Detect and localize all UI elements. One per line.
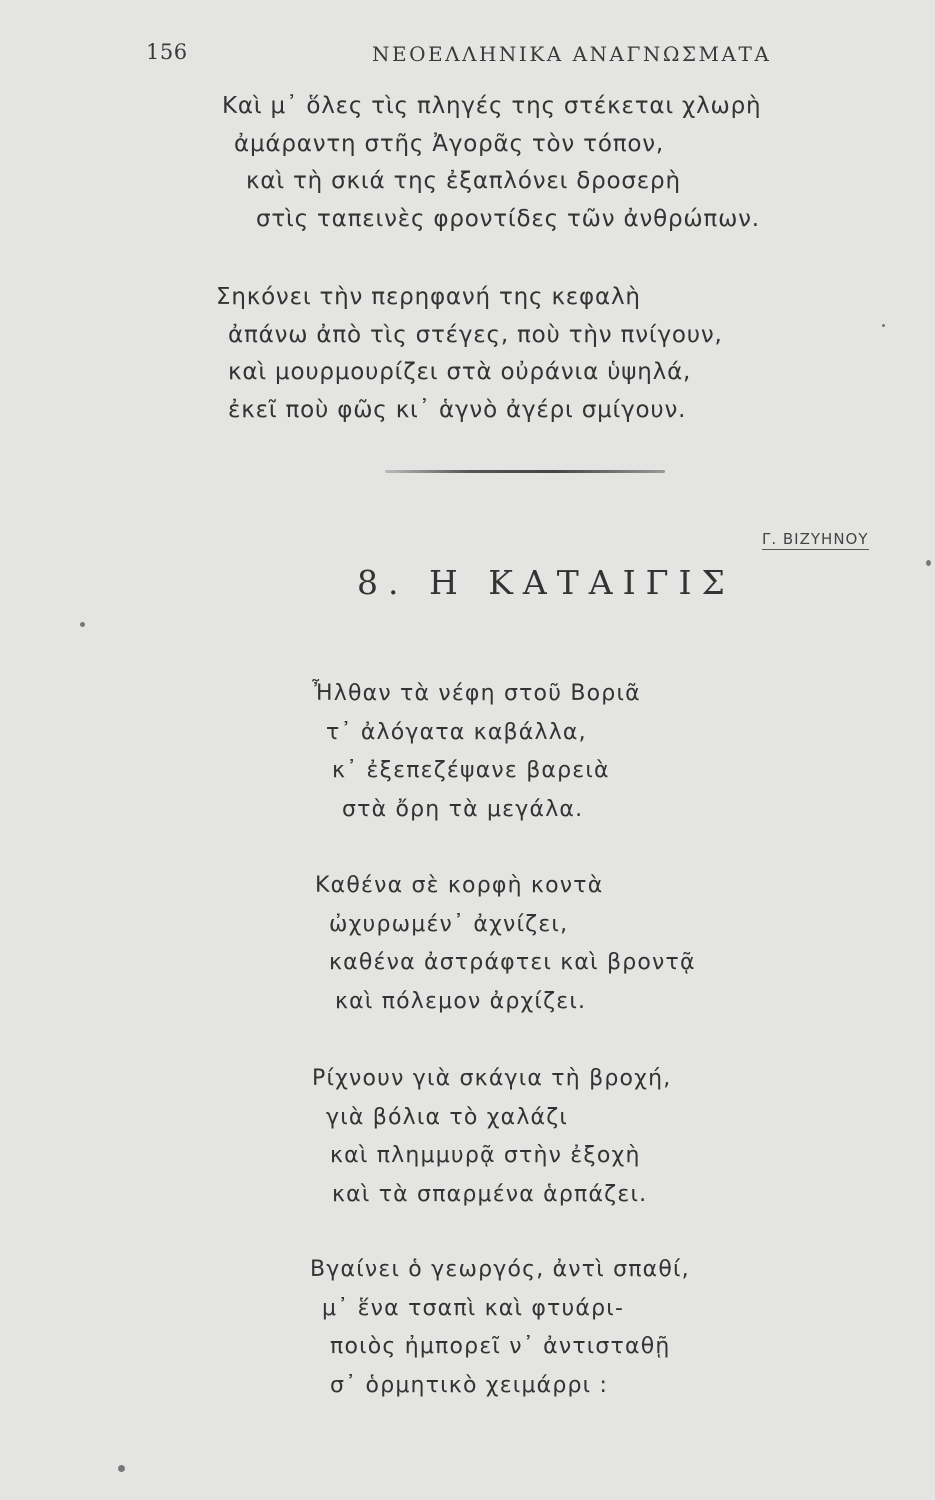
verse-line: Ρίχνουν γιὰ σκάγια τὴ βροχή, xyxy=(312,1066,672,1091)
verse-line: καθένα ἀστράφτει καὶ βροντᾷ xyxy=(329,950,696,975)
verse-line: Καὶ μ᾽ ὅλες τὶς πληγές της στέκεται χλωρὴ xyxy=(222,93,762,119)
verse-line: μ᾽ ἕνα τσαπὶ καὶ φτυάρι- xyxy=(322,1295,625,1321)
poem-stanza-3 xyxy=(312,1066,671,1220)
paper-speck xyxy=(926,560,931,566)
verse-line: τ᾽ ἀλόγατα καβάλλα, xyxy=(326,719,587,745)
poem-stanza-2 xyxy=(315,873,696,1027)
poem-stanza-1 xyxy=(312,681,641,835)
verse-line: ποιὸς ἠμπορεῖ ν᾽ ἀντισταθῇ xyxy=(330,1334,671,1359)
previous-poem-stanza-1 xyxy=(222,93,761,243)
verse-line: ἀπάνω ἀπὸ τὶς στέγες, ποὺ τὴν πνίγουν, xyxy=(228,321,723,348)
verse-line: σ᾽ ὁρμητικὸ χειμάρρι : xyxy=(330,1372,609,1398)
verse-line: Βγαίνει ὁ γεωργός, ἀντὶ σπαθί, xyxy=(310,1257,690,1282)
poem-title: 8. Η ΚΑΤΑΙΓΙΣ xyxy=(357,563,735,602)
paper-speck xyxy=(882,324,885,327)
previous-poem-stanza-2 xyxy=(216,284,723,434)
verse-line: στὶς ταπεινὲς φροντίδες τῶν ἀνθρώπων. xyxy=(256,205,760,232)
verse-line: Καθένα σὲ κορφὴ κοντὰ xyxy=(315,873,604,898)
verse-line: γιὰ βόλια τὸ χαλάζι xyxy=(326,1104,569,1130)
poem-stanza-4 xyxy=(310,1257,690,1411)
paper-speck xyxy=(80,622,85,627)
verse-line: κ᾽ ἐξεπεζέψανε βαρειὰ xyxy=(332,758,610,783)
verse-line: Σηκόνει τὴν περηφανή της κεφαλὴ xyxy=(216,284,641,310)
verse-line: καὶ πλημμυρᾷ στὴν ἐξοχὴ xyxy=(330,1143,641,1168)
verse-line: ἐκεῖ ποὺ φῶς κι᾽ ἁγνὸ ἀγέρι σμίγουν. xyxy=(228,396,687,423)
page-header xyxy=(0,40,935,70)
verse-line: καὶ πόλεμον ἀρχίζει. xyxy=(335,988,587,1014)
verse-line: στὰ ὄρη τὰ μεγάλα. xyxy=(342,796,584,822)
verse-line: καὶ τὴ σκιά της ἐξαπλόνει δροσερὴ xyxy=(246,168,681,194)
paper-speck xyxy=(118,1465,125,1472)
verse-line: ὠχυρωμέν᾽ ἀχνίζει, xyxy=(329,911,569,937)
section-divider xyxy=(385,470,665,473)
page-number: 156 xyxy=(146,40,188,64)
author-stamp: Γ. ΒΙΖΥΗΝΟΥ xyxy=(762,530,869,548)
verse-line: ἀμάραντη στῆς Ἀγορᾶς τὸν τόπον, xyxy=(234,130,664,157)
running-title: ΝΕΟΕΛΛΗΝΙΚΑ ΑΝΑΓΝΩΣΜΑΤΑ xyxy=(372,42,772,66)
verse-line: καὶ τὰ σπαρμένα ἁρπάζει. xyxy=(332,1181,648,1207)
verse-line: Ἦλθαν τὰ νέφη στοῦ Βοριᾶ xyxy=(312,681,641,706)
verse-line: καὶ μουρμουρίζει στὰ οὐράνια ὑψηλά, xyxy=(228,359,692,385)
